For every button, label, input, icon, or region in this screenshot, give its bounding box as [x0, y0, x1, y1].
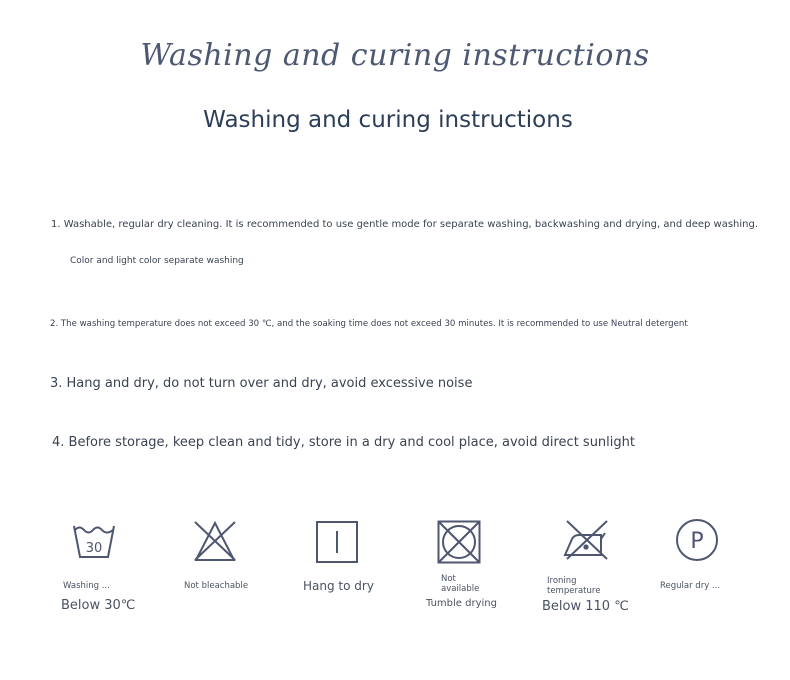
ironing-icon — [563, 519, 609, 561]
dry-clean-letter: P — [690, 529, 704, 554]
instruction-4: 4. Before storage, keep clean and tidy, store in a dry and cool place, avoid direct sunlight — [52, 435, 635, 450]
instruction-1-sub: Color and light color separate washing — [70, 256, 244, 266]
iron-caption-line1: Ironing — [547, 576, 577, 586]
instruction-2: 2. The washing temperature does not exceed 30 ℃, and the soaking time does not exceed 30 minutes. It is recommended to use Neutral detergent — [50, 319, 688, 329]
tumble-caption-line1: Not — [441, 574, 456, 584]
instruction-1: 1. Washable, regular dry cleaning. It is recommended to use gentle mode for separate washing, backwashing and drying, and deep washing. — [51, 219, 759, 230]
wash-caption: Washing ... — [63, 581, 110, 591]
dryclean-caption: Regular dry ... — [660, 581, 721, 591]
bleach-caption: Not bleachable — [184, 581, 249, 591]
dry-clean-p-icon — [675, 518, 719, 562]
tumble-caption-line2: available — [441, 584, 480, 594]
wash-temp-label: 30 — [85, 541, 103, 556]
wash-value: Below 30℃ — [61, 598, 136, 613]
no-bleach-icon — [193, 520, 237, 562]
no-tumble-dry-icon — [437, 520, 481, 564]
wash-30-icon — [72, 522, 116, 560]
hang-caption: Hang to dry — [303, 579, 374, 593]
iron-caption-line2: temperature — [547, 586, 601, 596]
iron-value: Below 110 ℃ — [542, 599, 629, 614]
decorative-script-title: Washing and curing instructions — [140, 38, 650, 73]
page-title: Washing and curing instructions — [203, 107, 573, 133]
hang-dry-icon — [316, 521, 358, 563]
instruction-3: 3. Hang and dry, do not turn over and dry, avoid excessive noise — [50, 376, 473, 391]
tumble-value: Tumble drying — [426, 598, 497, 609]
